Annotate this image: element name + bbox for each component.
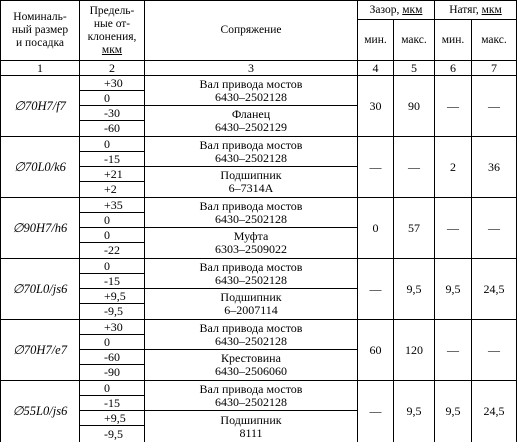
header-connection: Сопряжение	[145, 0, 358, 61]
part-text-line: Подшипник	[220, 290, 282, 304]
mating-part-counterpart	[145, 350, 358, 381]
column-number: 1	[0, 61, 80, 76]
part-text-line: Вал привода мостов	[199, 76, 303, 91]
part-text-line: 6430–2506060	[215, 364, 287, 378]
fit-designation: ∅70H7/e7	[0, 320, 80, 381]
fit-designation: ∅55L0/js6	[0, 381, 80, 442]
header-clearance-max: макс.	[394, 20, 435, 61]
clearance-min: 60	[358, 320, 394, 381]
clearance-max: 57	[394, 198, 435, 259]
part-text-line: Вал привода мостов	[199, 259, 303, 274]
interference-min: 2	[435, 137, 472, 198]
clearance-min: —	[358, 137, 394, 198]
clearance-max: 90	[394, 76, 435, 137]
part-text-line: 6430–2502128	[214, 150, 287, 165]
deviation-value: 0	[80, 213, 145, 228]
clearance-min: 0	[358, 198, 394, 259]
mating-part-counterpart	[145, 167, 358, 198]
deviation-value: 0	[80, 259, 145, 274]
part-text-line: Подшипник	[220, 168, 282, 182]
mating-part-counterpart	[145, 228, 358, 259]
deviation-value: -30	[80, 106, 145, 121]
part-text-line: 6430–2502128	[214, 211, 287, 226]
interference-max: —	[472, 198, 517, 259]
column-number: 6	[435, 61, 472, 76]
part-text-line: Вал привода мостов	[199, 381, 303, 396]
deviation-value: -15	[80, 274, 145, 289]
header-interference-label: Натяг,	[449, 3, 479, 16]
mating-part-counterpart	[145, 411, 358, 442]
deviation-value: +35	[80, 198, 145, 213]
mating-part-shaft	[145, 137, 358, 167]
interference-min: —	[435, 76, 472, 137]
fit-designation: ∅70L0/js6	[0, 259, 80, 320]
fit-designation: ∅70L0/k6	[0, 137, 80, 198]
clearance-min: —	[358, 259, 394, 320]
deviation-value: 0	[80, 137, 145, 152]
deviation-value: -60	[80, 121, 145, 137]
part-text-line: 6430–2502128	[214, 394, 287, 409]
part-text-line: 6303–2509022	[215, 242, 287, 256]
header-nominal-size: Номиналь- ный размер и посадка	[0, 0, 80, 61]
part-text-line: Вал привода мостов	[199, 137, 303, 152]
deviation-value: -9,5	[80, 304, 145, 320]
clearance-max: 120	[394, 320, 435, 381]
mating-part-shaft	[145, 259, 358, 289]
mating-part-shaft	[145, 381, 358, 411]
interference-min: —	[435, 320, 472, 381]
column-number: 7	[472, 61, 517, 76]
interference-min: 9,5	[435, 381, 472, 442]
part-text-line: Крестовина	[221, 351, 281, 365]
deviation-value: -60	[80, 350, 145, 365]
mating-part-shaft	[145, 320, 358, 350]
deviation-value: +2	[80, 182, 145, 198]
deviation-value: +21	[80, 167, 145, 182]
column-number: 3	[145, 61, 358, 76]
header-deviations	[80, 0, 145, 61]
interference-max: 24,5	[472, 259, 517, 320]
part-text-line: 6430–2502128	[214, 333, 287, 348]
deviation-value: 0	[80, 228, 145, 243]
header-clearance-label: Зазор,	[369, 3, 400, 16]
mating-part-counterpart	[145, 289, 358, 320]
part-text-line: Вал привода мостов	[199, 320, 303, 335]
header-interference-max: макс.	[472, 20, 517, 61]
interference-max: —	[472, 76, 517, 137]
deviation-value: +30	[80, 320, 145, 335]
part-text-line: 6430–2502129	[215, 120, 287, 134]
deviation-value: 0	[80, 91, 145, 106]
deviation-value: +30	[80, 76, 145, 91]
column-number: 4	[358, 61, 394, 76]
mating-part-counterpart	[145, 106, 358, 137]
interference-min: 9,5	[435, 259, 472, 320]
clearance-max: 9,5	[394, 381, 435, 442]
deviation-value: +9,5	[80, 289, 145, 304]
part-text-line: Вал привода мостов	[199, 198, 303, 213]
deviation-value: +9,5	[80, 411, 145, 426]
part-text-line: Подшипник	[220, 412, 282, 427]
column-number: 2	[80, 61, 145, 76]
header-clearance-min: мин.	[358, 20, 394, 61]
column-number: 5	[394, 61, 435, 76]
deviation-value: -15	[80, 396, 145, 411]
fit-designation: ∅70H7/f7	[0, 76, 80, 137]
part-text-line: 6–7314А	[228, 181, 274, 195]
part-text-line: Муфта	[233, 229, 269, 243]
part-text-line: 6430–2502128	[214, 89, 287, 104]
interference-min: —	[435, 198, 472, 259]
part-text-line: 8111	[239, 425, 263, 440]
interference-max: —	[472, 320, 517, 381]
header-deviations-unit: мкм	[101, 43, 123, 56]
mating-part-shaft	[145, 198, 358, 228]
interference-max: 24,5	[472, 381, 517, 442]
header-interference-min: мин.	[435, 20, 472, 61]
header-clearance-unit: мкм	[402, 3, 423, 16]
deviation-value: 0	[80, 381, 145, 396]
deviation-value: -22	[80, 243, 145, 259]
deviation-value: -15	[80, 152, 145, 167]
header-interference	[435, 0, 517, 20]
deviation-value: -90	[80, 365, 145, 381]
header-clearance	[358, 0, 435, 20]
deviation-value: 0	[80, 335, 145, 350]
header-deviations-label: Предель- ные от- клонения,	[87, 4, 137, 43]
deviation-value: -9,5	[80, 426, 145, 442]
fit-designation: ∅90H7/h6	[0, 198, 80, 259]
clearance-max: —	[394, 137, 435, 198]
header-interference-unit: мкм	[481, 3, 502, 16]
part-text-line: 6–2007114	[224, 303, 278, 317]
part-text-line: Фланец	[231, 107, 271, 121]
clearance-min: 30	[358, 76, 394, 137]
clearance-max: 9,5	[394, 259, 435, 320]
clearance-min: —	[358, 381, 394, 442]
mating-part-shaft	[145, 76, 358, 106]
interference-max: 36	[472, 137, 517, 198]
part-text-line: 6430–2502128	[214, 272, 287, 287]
